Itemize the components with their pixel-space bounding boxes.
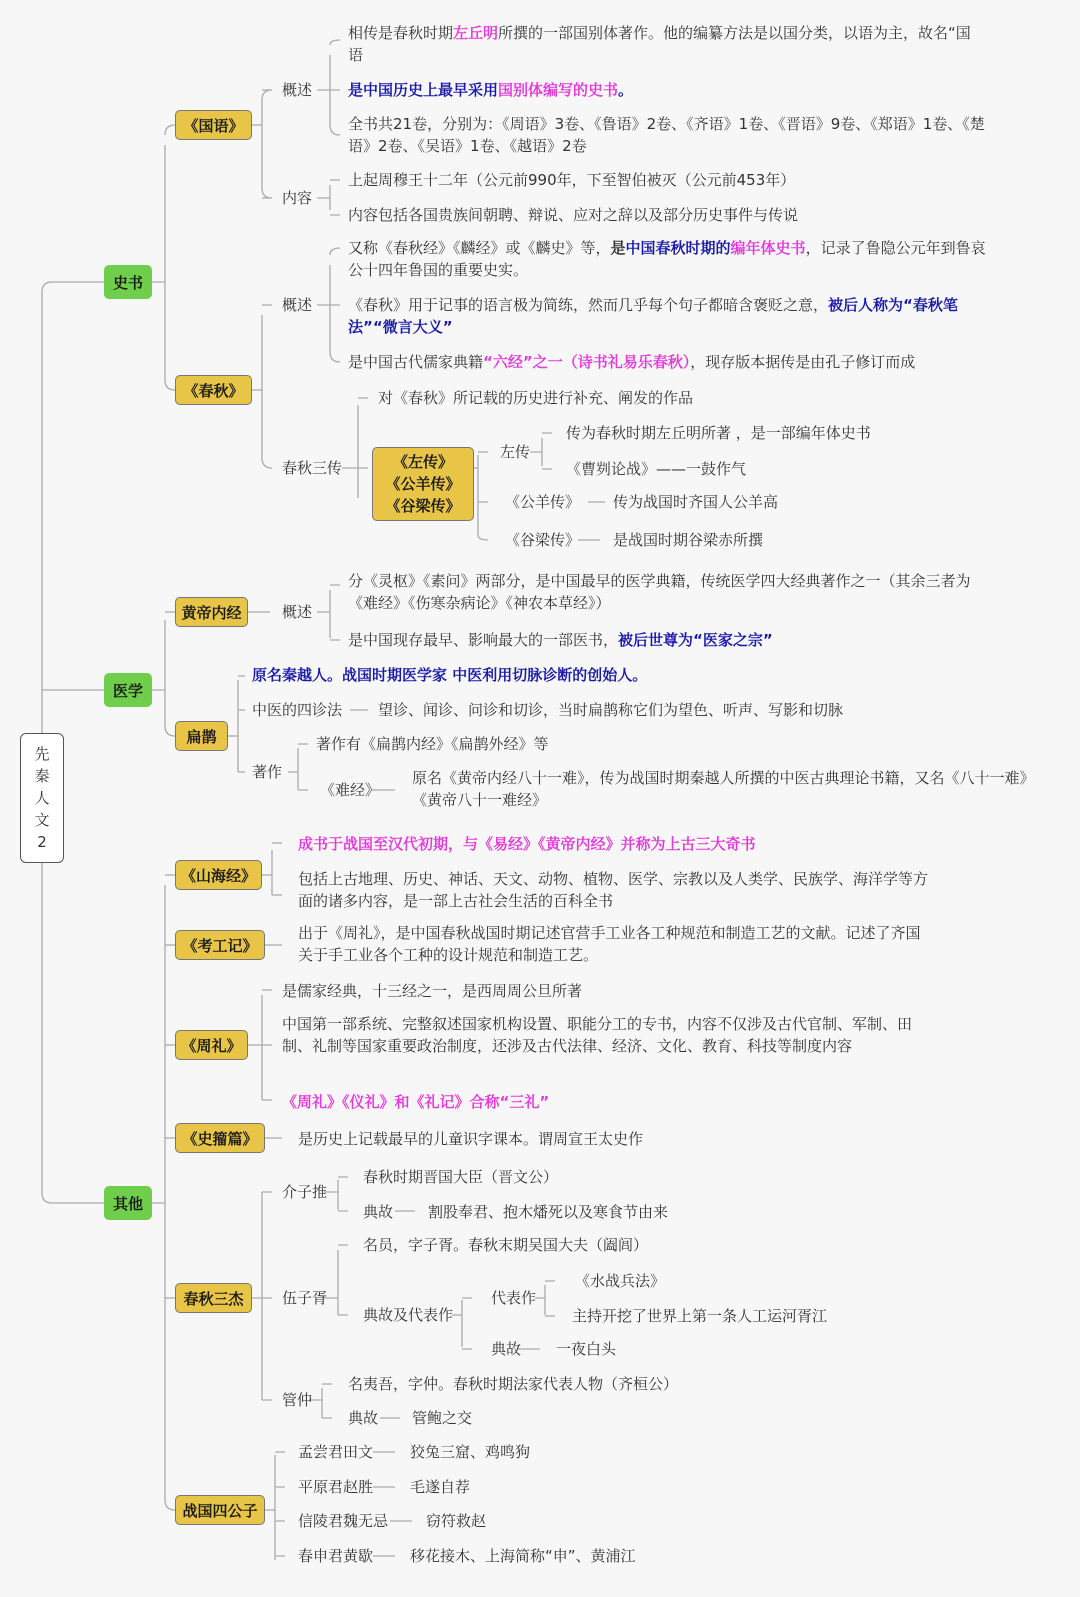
gongzi-name: 信陵君魏无忌 [298,1512,389,1530]
wuzixu-work-1: 《水战兵法》 [575,1272,666,1290]
gongyang-desc: 传为战国时齐国人公羊高 [613,493,779,511]
sanzhuan-title: 《公羊传》 [385,475,461,493]
chunqiu-desc-2: 《春秋》用于记事的语言极为简练，然而几乎每个句子都暗含褒贬之意，被后人称为“春秋笔法”“微言大义” [348,296,958,336]
label-diangu-daibiao: 典故及代表作 [363,1306,454,1324]
label-daibiao: 代表作 [491,1289,537,1307]
node-shizhoupian[interactable]: 《史籀篇》 [175,1123,265,1153]
shanhai-desc-1: 成书于战国至汉代初期，与《易经》《黄帝内经》并称为上古三大奇书 [298,835,756,853]
zhouli-desc-1: 是儒家经典，十三经之一，是西周周公旦所著 [282,982,583,1000]
zhouli-desc-3: 《周礼》《仪礼》和《礼记》合称“三礼” [282,1093,550,1111]
gongzi-name: 春申君黄歇 [298,1547,374,1565]
gongzi-name: 平原君赵胜 [298,1478,374,1496]
node-bianque[interactable]: 扁鹊 [175,721,228,751]
node-kaogongji[interactable]: 《考工记》 [175,930,265,960]
node-shanhaijing[interactable]: 《山海经》 [175,860,262,890]
bianque-works: 著作有《扁鹊内经》《扁鹊外经》等 [316,735,549,753]
label-guliang: 《谷梁传》 [505,531,581,549]
root-char: 人 [34,789,50,807]
nanjing-desc: 原名《黄帝内经八十一难》，传为战国时期秦越人所撰的中医古典理论书籍，又名《八十一难》《黄帝八十一难经》 [412,769,1035,809]
guoyu-desc-3: 全书共21卷，分别为：《周语》3卷、《鲁语》2卷、《齐语》1卷、《晋语》9卷、《郑语》1卷、《楚语》2卷、《吴语》1卷、《越语》2卷 [348,115,985,155]
guliang-desc: 是战国时期谷梁赤所撰 [613,531,764,549]
label-guanzhong: 管仲 [282,1391,313,1409]
bianque-desc-2: 望诊、闻诊、问诊和切诊，当时扁鹊称它们为望色、听声、写影和切脉 [378,701,844,719]
guoyu-desc-1: 相传是春秋时期左丘明所撰的一部国别体著作。他的编纂方法是以国分类，以语为主，故名“国语 [348,24,971,64]
zuozhuan-desc-1: 传为春秋时期左丘明所著 ，是一部编年体史书 [566,424,871,442]
label-diangu: 典故 [363,1203,394,1221]
label-zuozhuan: 左传 [500,443,531,461]
huangdi-desc-1: 分《灵枢》《素问》两部分，是中国最早的医学典籍，传统医学四大经典著作之一（其余三者为《难经》《伤寒杂病论》《神农本草经》） [348,572,971,612]
huangdi-desc-2: 是中国现存最早、影响最大的一部医书，被后世尊为“医家之宗” [348,631,773,649]
sanzhuan-desc: 对《春秋》所记载的历史进行补充、阐发的作品 [378,389,694,407]
jiezitui-diangu: 割股奉君、抱木燔死以及寒食节由来 [428,1203,669,1221]
label-gaishu: 概述 [282,603,313,621]
gongzi-story: 窃符救赵 [426,1512,487,1530]
root-char: 文 [34,811,50,829]
label-wuzixu: 伍子胥 [282,1289,328,1307]
root-char: 秦 [34,767,50,785]
chunqiu-desc-3: 是中国古代儒家典籍“六经”之一（诗书礼易乐春秋），现存版本据传是由孔子修订而成 [348,353,916,371]
section-yixue[interactable]: 医学 [104,673,152,707]
node-sanzhuan[interactable] [372,447,474,521]
guanzhong-desc-1: 名夷吾，字仲。春秋时期法家代表人物（齐桓公） [348,1375,679,1393]
node-chunqiu[interactable]: 《春秋》 [175,375,252,405]
label-diangu: 典故 [348,1409,379,1427]
root-node [20,733,64,863]
label-diangu: 典故 [491,1340,522,1358]
node-huangdi[interactable]: 黄帝内经 [175,597,248,627]
guoyu-desc-2: 是中国历史上最早采用国别体编写的史书。 [348,81,634,99]
label-nanjing: 《难经》 [320,781,381,799]
gongzi-name: 孟尝君田文 [298,1443,374,1461]
label-sizhenfa: 中医的四诊法 [252,701,343,719]
root-char: 2 [37,833,47,851]
gongzi-story: 狡兔三窟、鸡鸣狗 [410,1443,531,1461]
gongzi-story: 毛遂自荐 [410,1478,471,1496]
label-neirong: 内容 [282,189,313,207]
shizhou-desc: 是历史上记载最早的儿童识字课本。谓周宣王太史作 [298,1130,644,1148]
label-zhuzuo: 著作 [252,763,283,781]
sanzhuan-title: 《左传》 [392,453,453,471]
jiezitui-desc-1: 春秋时期晋国大臣（晋文公） [363,1168,559,1186]
label-jiezitui: 介子推 [282,1183,328,1201]
wuzixu-diangu: 一夜白头 [556,1340,617,1358]
node-sigongzi[interactable]: 战国四公子 [175,1495,265,1525]
label-gongyang: 《公羊传》 [505,493,581,511]
chunqiu-desc-1: 又称《春秋经》《麟经》或《麟史》等，是中国春秋时期的编年体史书，记录了鲁隐公元年到鲁哀公十四年鲁国的重要史实。 [348,239,986,279]
wuzixu-work-2: 主持开挖了世界上第一条人工运河胥江 [572,1307,828,1325]
label-sanzhuan: 春秋三传 [282,459,343,477]
guoyu-content-2: 内容包括各国贵族间朝聘、辩说、应对之辞以及部分历史事件与传说 [348,206,799,224]
zuozhuan-desc-2: 《曹刿论战》——一鼓作气 [566,460,747,478]
sanzhuan-title: 《谷梁传》 [385,497,461,515]
gongzi-story: 移花接木、上海简称“申”、黄浦江 [410,1547,636,1565]
node-sanjie[interactable]: 春秋三杰 [175,1283,252,1313]
section-shishu[interactable]: 史书 [104,265,152,299]
shanhai-desc-2: 包括上古地理、历史、神话、天文、动物、植物、医学、宗教以及人类学、民族学、海洋学等方面的诸多内容，是一部上古社会生活的百科全书 [298,870,929,910]
guanzhong-diangu: 管鲍之交 [412,1409,473,1427]
guoyu-content-1: 上起周穆王十二年（公元前990年，下至智伯被灭（公元前453年） [348,171,796,189]
root-char: 先 [34,745,50,763]
node-guoyu[interactable]: 《国语》 [175,110,252,140]
node-zhouli[interactable]: 《周礼》 [175,1030,248,1060]
kaogong-desc: 出于《周礼》，是中国春秋战国时期记述官营手工业各工种规范和制造工艺的文献。记述了齐国关于手工业各个工种的设计规范和制造工艺。 [298,924,921,964]
wuzixu-desc-1: 名员，字子胥。春秋末期吴国大夫（阖闾） [363,1236,649,1254]
zhouli-desc-2: 中国第一部系统、完整叙述国家机构设置、职能分工的专书，内容不仅涉及古代官制、军制、田制、礼制等国家重要政治制度，还涉及古代法律、经济、文化、教育、科技等制度内容 [282,1015,913,1055]
label-gaishu: 概述 [282,81,313,99]
bianque-desc-1: 原名秦越人。战国时期医学家 中医利用切脉诊断的创始人。 [252,666,648,684]
section-qita[interactable]: 其他 [104,1186,152,1220]
label-gaishu: 概述 [282,296,313,314]
